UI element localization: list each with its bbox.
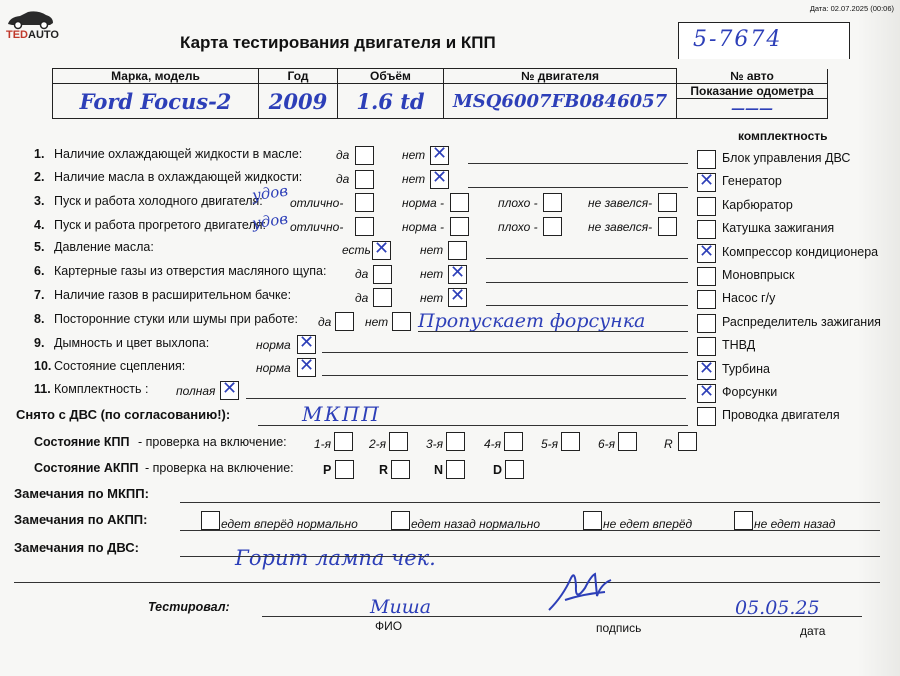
q4-bad-label: плохо - <box>498 220 538 234</box>
kpp-gear-checkbox[interactable] <box>678 432 697 451</box>
q3-not-started-checkbox[interactable] <box>658 193 677 212</box>
q2-yes-label: да <box>336 172 350 186</box>
q10-label: Состояние сцепления: <box>54 359 186 373</box>
q6-yes-label: да <box>355 267 369 281</box>
kit-checkbox-5[interactable] <box>697 267 716 286</box>
q2-no-checkbox[interactable] <box>430 167 449 189</box>
q9-normal-checkbox[interactable] <box>297 332 316 354</box>
col-car: № авто <box>677 69 828 84</box>
signature-image <box>545 566 615 616</box>
q8-no-label: нет <box>365 315 389 329</box>
q7-yes-checkbox[interactable] <box>373 288 392 307</box>
kit-checkbox-1[interactable] <box>697 170 716 192</box>
check-x-icon: ✕ <box>449 262 466 283</box>
q2-no-label: нет <box>402 172 426 186</box>
kit-checkbox-9[interactable] <box>697 357 716 380</box>
check-x-icon: ✕ <box>298 355 315 376</box>
kit-checkbox-11[interactable] <box>697 407 716 426</box>
akpp-suffix: - проверка на включение: <box>145 461 294 475</box>
q1-yes-checkbox[interactable] <box>355 146 374 165</box>
kit-item-label: Блок управления ДВС <box>722 151 851 165</box>
kpp-gear-label: 5-я <box>541 437 559 451</box>
col-volume: Объём <box>338 69 444 84</box>
q4-excellent-checkbox[interactable] <box>355 217 374 236</box>
akpp-remark-checkbox[interactable] <box>391 511 410 530</box>
akpp-remark-label: едет вперёд нормально <box>221 517 358 531</box>
remarks-akpp-label: Замечания по АКПП: <box>14 512 148 527</box>
q3-bad-label: плохо - <box>498 196 538 210</box>
kit-item-label: Моновпрыск <box>722 268 795 282</box>
paper-edge-shadow <box>858 0 900 676</box>
kpp-gear-label: 6-я <box>598 437 616 451</box>
removed-line <box>258 425 688 426</box>
akpp-remark-label: не едет назад <box>754 517 836 531</box>
q7-line <box>486 305 688 306</box>
q5-yes-label: есть <box>342 243 371 257</box>
q10-normal-checkbox[interactable] <box>297 355 316 377</box>
kit-checkbox-7[interactable] <box>697 314 716 333</box>
check-x-icon: ✕ <box>431 167 448 188</box>
check-x-icon: ✕ <box>298 332 315 353</box>
model-cell: Ford Focus-2 <box>53 84 259 119</box>
kpp-gear-label: R <box>664 437 673 451</box>
check-x-icon: ✕ <box>221 378 238 399</box>
q7-no-checkbox[interactable] <box>448 285 467 307</box>
card-number: 5-7674 <box>693 27 783 52</box>
q4-normal-label: норма - <box>402 220 445 234</box>
q1-yes-label: да <box>336 148 350 162</box>
kit-item-label: Проводка двигателя <box>722 408 840 423</box>
q4-not-started-checkbox[interactable] <box>658 217 677 236</box>
kpp-gear-checkbox[interactable] <box>389 432 408 451</box>
q6-label: Картерные газы из отверстия масляного щупа: <box>54 264 327 278</box>
document-title: Карта тестирования двигателя и КПП <box>180 33 496 52</box>
akpp-mode-checkbox[interactable] <box>335 460 354 479</box>
q1-number: 1. <box>34 147 45 161</box>
fio-label: ФИО <box>375 619 403 633</box>
remarks-mkpp-label: Замечания по МКПП: <box>14 486 149 501</box>
tested-label: Тестировал: <box>148 600 230 614</box>
date-label: дата <box>800 624 826 638</box>
q8-line <box>418 331 688 332</box>
akpp-remark-checkbox[interactable] <box>583 511 602 530</box>
brand-logo <box>4 8 59 42</box>
q10-line <box>322 375 688 376</box>
akpp-mode-label: N <box>434 463 444 477</box>
q5-no-checkbox[interactable] <box>448 241 467 260</box>
q6-number: 6. <box>34 264 45 278</box>
car-icon <box>4 8 56 30</box>
q6-yes-checkbox[interactable] <box>373 265 392 284</box>
kit-checkbox-4[interactable] <box>697 240 716 263</box>
q3-number: 3. <box>34 194 45 208</box>
check-x-icon: ✕ <box>431 143 448 164</box>
tester-name: Миша <box>370 596 432 618</box>
q11-full-checkbox[interactable] <box>220 378 239 400</box>
q4-bad-checkbox[interactable] <box>543 217 562 236</box>
engine-cell: MSQ6007FB0846057 <box>444 84 677 119</box>
check-x-icon: ✕ <box>373 238 390 259</box>
q11-line <box>246 398 686 399</box>
kit-item-label: Генератор <box>722 174 782 189</box>
q3-not-started-label: не завелся- <box>588 196 653 210</box>
remarks-dvs-value: Горит лампа чек. <box>235 546 436 570</box>
kit-item-label: Турбина <box>722 361 770 376</box>
kpp-suffix: - проверка на включение: <box>138 435 287 449</box>
q5-line <box>486 258 688 259</box>
volume-cell: 1.6 td <box>338 84 444 119</box>
col-engine: № двигателя <box>444 69 677 84</box>
q2-label: Наличие масла в охлаждающей жидкости: <box>54 170 303 184</box>
q4-label: Пуск и работа прогретого двигателя: <box>54 218 266 232</box>
akpp-remark-label: не едет вперёд <box>603 517 693 531</box>
kpp-gear-checkbox[interactable] <box>334 432 353 451</box>
q8-label: Посторонние стуки или шумы при работе: <box>54 312 298 326</box>
q3-normal-label: норма - <box>402 196 445 210</box>
q11-label: Комплектность : <box>54 382 149 396</box>
check-x-icon: ✕ <box>698 170 715 192</box>
q6-line <box>486 282 688 283</box>
q8-yes-label: да <box>318 315 332 329</box>
q4-excellent-label: отлично- <box>290 220 344 234</box>
date-stamp: Дата: 02.07.2025 (00:06) <box>809 4 894 13</box>
remarks-mkpp-line <box>180 502 880 503</box>
kit-checkbox-0[interactable] <box>697 150 716 169</box>
q5-label: Давление масла: <box>54 240 154 254</box>
q8-no-checkbox[interactable] <box>392 312 411 331</box>
q7-no-label: нет <box>420 291 444 305</box>
q9-line <box>322 352 688 353</box>
remarks-dvs-label: Замечания по ДВС: <box>14 540 139 555</box>
q3-bad-checkbox[interactable] <box>543 193 562 212</box>
akpp-mode-checkbox[interactable] <box>505 460 524 479</box>
year-cell: 2009 <box>259 84 338 119</box>
akpp-mode-label: R <box>379 463 389 477</box>
akpp-remark-label: едет назад нормально <box>411 517 541 531</box>
q9-normal-label: норма <box>256 338 291 352</box>
remarks-extra-line <box>14 582 880 583</box>
akpp-remark-checkbox[interactable] <box>734 511 753 530</box>
kit-item-label: ТНВД <box>722 338 756 353</box>
akpp-mode-checkbox[interactable] <box>446 460 465 479</box>
check-x-icon: ✕ <box>698 240 715 262</box>
kit-item-label: Насос г/у <box>722 291 776 306</box>
q1-line <box>468 163 688 164</box>
kpp-gear-checkbox[interactable] <box>446 432 465 451</box>
remarks-dvs-line <box>180 556 880 557</box>
kit-item-label: Катушка зажигания <box>722 221 835 236</box>
q3-label: Пуск и работа холодного двигателя: <box>54 194 263 208</box>
kpp-gear-label: 1-я <box>314 437 332 451</box>
q4-normal-checkbox[interactable] <box>450 217 469 236</box>
q10-number: 10. <box>34 359 52 373</box>
odometer-cell: ——— <box>677 99 828 119</box>
kit-checkbox-3[interactable] <box>697 220 716 239</box>
kpp-gear-checkbox[interactable] <box>618 432 637 451</box>
kit-checkbox-8[interactable] <box>697 337 716 356</box>
kit-item-label: Форсунки <box>722 385 778 399</box>
akpp-label: Состояние АКПП <box>34 461 139 475</box>
brand-name: TEDAUTO <box>6 29 59 41</box>
card-number-box <box>678 22 850 59</box>
akpp-mode-checkbox[interactable] <box>391 460 410 479</box>
kit-item-label: Карбюратор <box>722 197 793 212</box>
q6-no-label: нет <box>420 267 444 281</box>
q11-full-label: полная <box>176 384 216 398</box>
kpp-gear-checkbox[interactable] <box>561 432 580 451</box>
q5-number: 5. <box>34 240 45 254</box>
q3-excellent-checkbox[interactable] <box>355 193 374 212</box>
q3-normal-checkbox[interactable] <box>450 193 469 212</box>
q8-yes-checkbox[interactable] <box>335 312 354 331</box>
kpp-gear-checkbox[interactable] <box>504 432 523 451</box>
q2-number: 2. <box>34 170 45 184</box>
q7-number: 7. <box>34 288 45 302</box>
q3-excellent-label: отлично- <box>290 196 344 210</box>
q1-no-label: нет <box>402 148 426 162</box>
q8-note: Пропускает форсунка <box>418 310 646 332</box>
kit-item-label: Компрессор кондиционера <box>722 244 879 259</box>
test-date: 05.05.25 <box>735 597 820 619</box>
removed-label: Снято с ДВС (по согласованию!): <box>16 407 231 422</box>
q9-label: Дымность и цвет выхлопа: <box>54 336 210 350</box>
kpp-gear-label: 2-я <box>369 437 387 451</box>
q5-no-label: нет <box>420 243 444 257</box>
col-model: Марка, модель <box>53 69 259 84</box>
q7-yes-label: да <box>355 291 369 305</box>
kpp-label: Состояние КПП <box>34 435 130 449</box>
q1-label: Наличие охлаждающей жидкости в масле: <box>54 147 303 161</box>
vehicle-header-table <box>52 68 828 119</box>
q2-line <box>468 187 688 188</box>
remarks-akpp-line <box>180 530 880 531</box>
check-x-icon: ✕ <box>449 285 466 306</box>
q3-note: удов <box>250 181 290 205</box>
q8-number: 8. <box>34 312 45 326</box>
q1-no-checkbox[interactable] <box>430 143 449 165</box>
kpp-gear-label: 4-я <box>484 437 502 451</box>
col-odometer: Показание одометра <box>677 84 828 99</box>
q4-note: удов <box>250 209 290 233</box>
kit-checkbox-2[interactable] <box>697 197 716 216</box>
kpp-gear-label: 3-я <box>426 437 444 451</box>
check-x-icon: ✕ <box>698 381 715 402</box>
removed-value: МКПП <box>302 402 381 426</box>
q10-normal-label: норма <box>256 361 291 375</box>
signature-label: подпись <box>596 621 642 635</box>
kit-checkbox-6[interactable] <box>697 290 716 309</box>
akpp-remark-checkbox[interactable] <box>201 511 220 530</box>
q5-yes-checkbox[interactable] <box>372 238 391 260</box>
col-year: Год <box>259 69 338 84</box>
check-x-icon: ✕ <box>698 357 715 379</box>
q11-number: 11. <box>34 382 51 396</box>
q4-number: 4. <box>34 218 45 232</box>
kit-title: комплектность <box>738 129 828 143</box>
akpp-mode-label: P <box>323 463 332 477</box>
kit-item-label: Распределитель зажигания <box>722 314 881 329</box>
kit-checkbox-10[interactable] <box>697 381 716 403</box>
q6-no-checkbox[interactable] <box>448 262 467 284</box>
q9-number: 9. <box>34 336 45 350</box>
q7-label: Наличие газов в расширительном бачке: <box>54 288 292 302</box>
akpp-mode-label: D <box>493 463 503 477</box>
q2-yes-checkbox[interactable] <box>355 170 374 189</box>
q4-not-started-label: не завелся- <box>588 220 653 234</box>
